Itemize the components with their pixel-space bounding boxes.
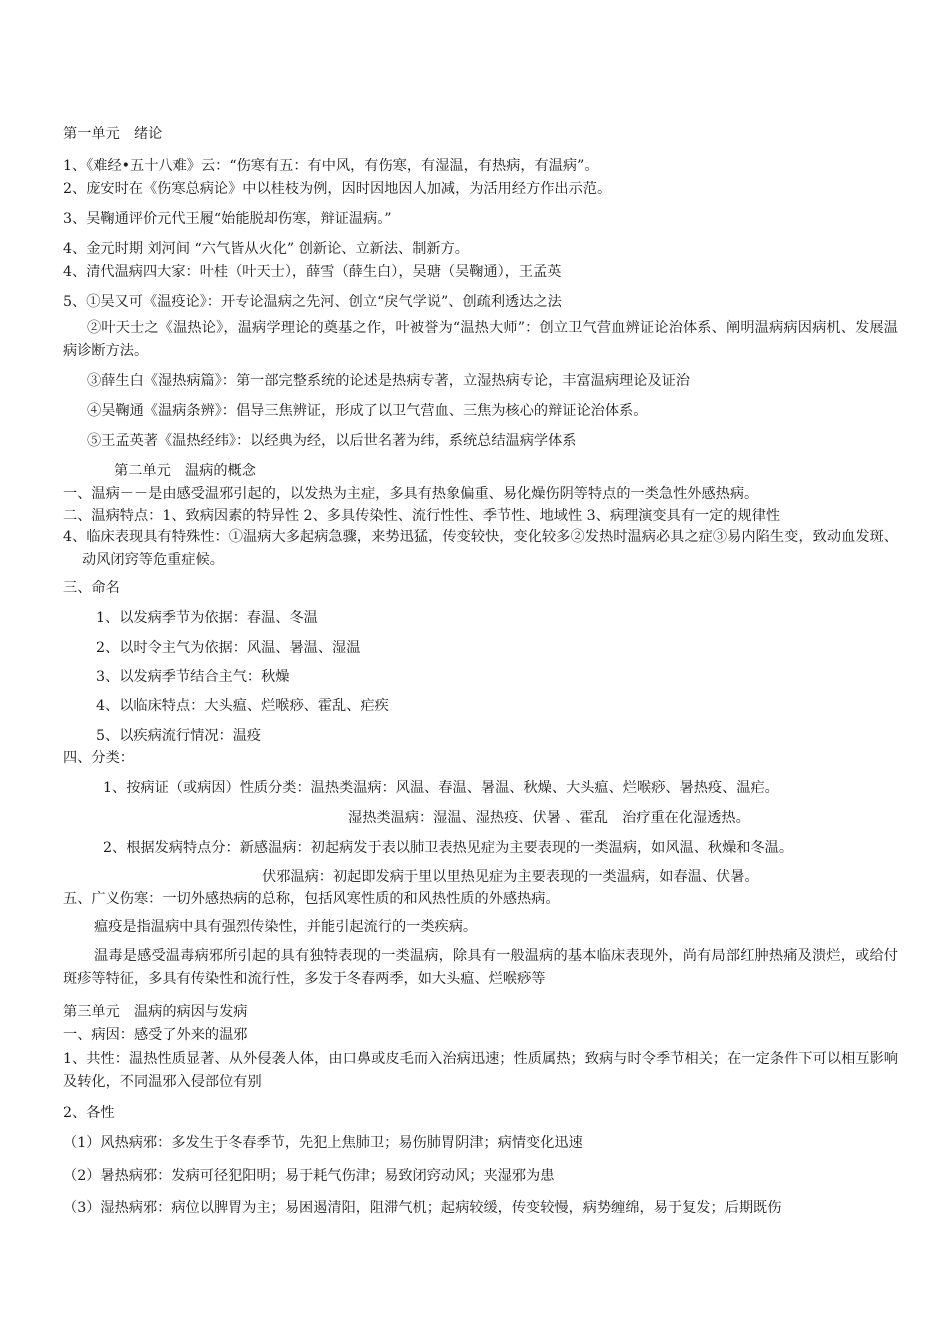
unit2-line-6: 2、以时令主气为依据：风温、暑温、湿温	[96, 640, 361, 656]
unit2-line-3: 4、临床表现具有特殊性：①温病大多起病急骤，来势迅猛，传变较快，变化较多②发热时温病必具之症③易内陷生变，致动血发斑、动风闭窍等危重症候。	[63, 529, 898, 568]
unit2-line-11: 1、按病证（或病因）性质分类：温热类温病：风温、春温、暑温、秋燥、大头瘟、烂喉痧、暑热疫、温疟。	[103, 780, 779, 796]
unit2-line-14: 伏邪温病：初起即发病于里以里热见症为主要表现的一类温病，如春温、伏暑。	[262, 869, 759, 885]
unit2-line-1: 一、温病－－是由感受温邪引起的，以发热为主症，多具有热象偏重、易化燥伤阴等特点的一类急性外感热病。	[63, 486, 759, 502]
unit2-line-9: 5、以疾病流行情况：温疫	[96, 728, 262, 744]
unit1-line-8: ③薛生白《湿热病篇》：第一部完整系统的论述是热病专著，立湿热病专论，丰富温病理论及证治	[87, 373, 690, 389]
unit3-line-6: （3）湿热病邪：病位以脾胃为主；易困遏清阳，阻滞气机；起病较缓，传变较慢，病势缠绵，易于复发；后期既伤	[63, 1200, 782, 1216]
unit3-line-4: （1）风热病邪：多发生于冬春季节，先犯上焦肺卫；易伤肺胃阴津；病情变化迅速	[63, 1135, 583, 1151]
unit2-line-15: 五、广义伤寒：一切外感热病的总称，包括风寒性质的和风热性质的外感热病。	[63, 891, 560, 907]
unit2-heading: 第二单元 温病的概念	[114, 463, 256, 479]
unit1-line-6: 5、①吴又可《温疫论》：开专论温病之先河、创立“戾气学说”、创疏利透达之法	[63, 294, 562, 310]
unit2-line-5: 1、以发病季节为依据：春温、冬温	[96, 610, 318, 626]
unit2-line-16: 瘟疫是指温病中具有强烈传染性，并能引起流行的一类疾病。	[94, 919, 478, 935]
unit2-line-17: 温毒是感受温毒病邪所引起的具有独特表现的一类温病，除具有一般温病的基本临床表现外，尚有局部红肿热痛及溃烂，或给付斑疹等特征，多具有传染性和流行性，多发于冬春两季，如大头瘟、烂喉痧等	[63, 948, 898, 987]
unit3-heading: 第三单元 温病的病因与发病	[63, 1004, 248, 1020]
unit1-line-7: ②叶天士之《温热论》，温病学理论的奠基之作，叶被誉为“温热大师”：创立卫气营血辨证论治体系、阐明温病病因病机、发展温病诊断方法。	[63, 320, 898, 359]
unit1-line-10: ⑤王孟英著《温热经纬》：以经典为经，以后世名著为纬，系统总结温病学体系	[87, 433, 577, 449]
unit2-line-8: 4、以临床特点：大头瘟、烂喉痧、霍乱、疟疾	[96, 698, 389, 714]
unit2-line-13: 2、根据发病特点分：新感温病：初起病发于表以肺卫表热见症为主要表现的一类温病，如风温、秋燥和冬温。	[103, 840, 794, 856]
unit1-line-9: ④吴鞠通《温病条辨》：倡导三焦辨证，形成了以卫气营血、三焦为核心的辩证论治体系。	[87, 403, 648, 419]
unit3-line-2: 1、共性：温热性质显著、从外侵袭人体，由口鼻或皮毛而入治病迅速；性质属热；致病与时令季节相关；在一定条件下可以相互影响及转化，不同温邪入侵部位有别	[63, 1051, 898, 1090]
unit1-line-1: 1、《难经•五十八难》云：“伤寒有五：有中风，有伤寒，有湿温，有热病，有温病”。	[63, 158, 599, 174]
unit1-line-3: 3、吴鞠通评价元代王履“始能脱却伤寒，辩证温病。”	[63, 211, 392, 227]
unit3-line-1: 一、病因：感受了外来的温邪	[63, 1027, 248, 1043]
unit2-line-12: 湿热类温病：湿温、湿热疫、伏暑 、霍乱 治疗重在化湿透热。	[348, 810, 750, 826]
unit2-line-4: 三、命名	[63, 580, 120, 596]
unit1-heading: 第一单元 绪论	[63, 126, 163, 142]
unit2-line-10: 四、分类：	[63, 750, 134, 766]
unit2-line-7: 3、以发病季节结合主气：秋燥	[96, 669, 290, 685]
unit3-line-3: 2、各性	[63, 1105, 115, 1121]
unit1-line-5: 4、清代温病四大家：叶桂（叶天士），薛雪（薛生白），吴瑭（吴鞠通），王孟英	[63, 264, 562, 280]
unit1-line-2: 2、庞安时在《伤寒总病论》中以桂枝为例，因时因地因人加减，为活用经方作出示范。	[63, 181, 612, 197]
unit1-line-4: 4、金元时期 刘河间 “六气皆从火化” 创新论、立新法、制新方。	[63, 241, 469, 257]
unit2-line-2: 二、温病特点：1、致病因素的特异性 2、多具传染性、流行性性、季节性、地域性 3、病理演变具有一定的规律性	[63, 508, 781, 524]
unit3-line-5: （2）暑热病邪：发病可径犯阳明；易于耗气伤津；易致闭窍动风；夹湿邪为患	[63, 1168, 555, 1184]
